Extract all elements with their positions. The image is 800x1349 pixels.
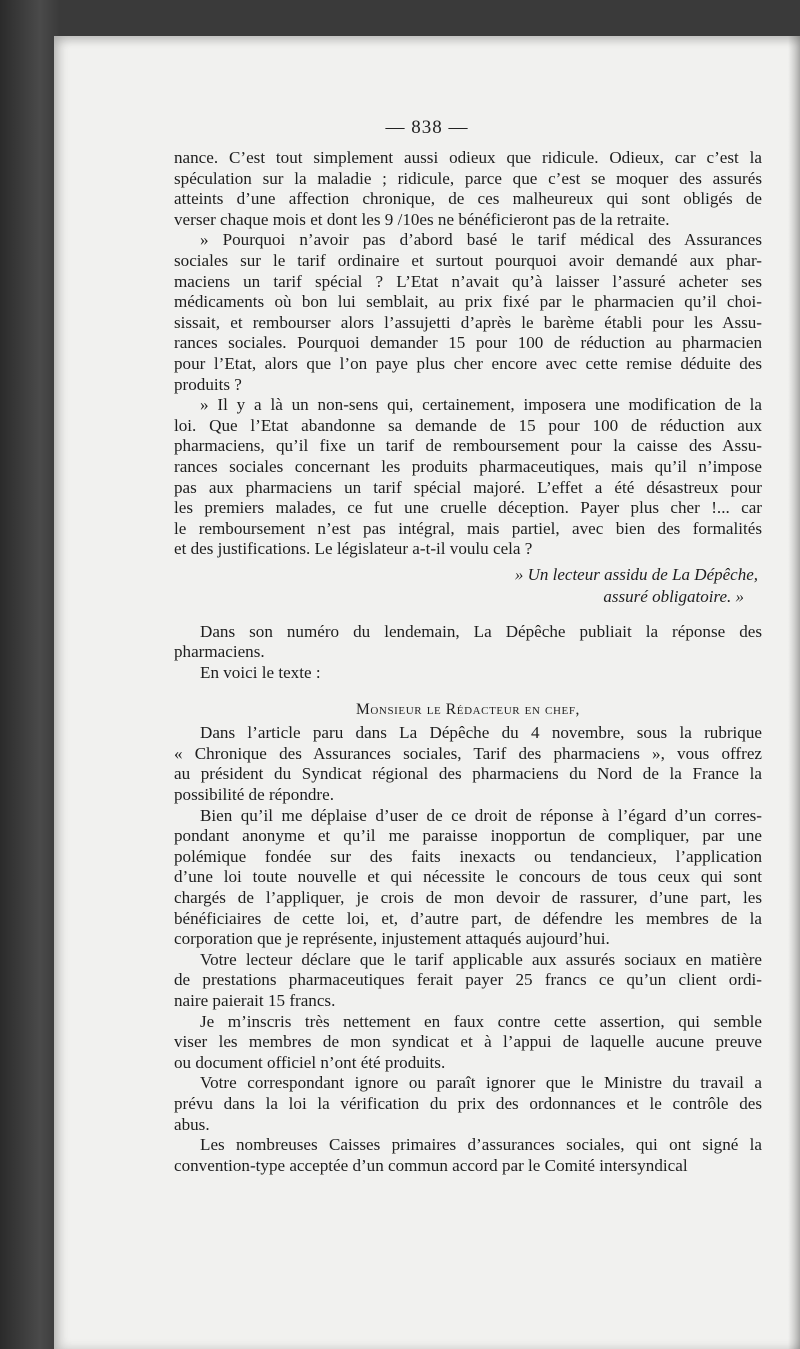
line: corporation que je représente, injustement attaqués aujourd’hui. [174, 929, 610, 949]
line: chargés de l’appliquer, je crois de mon devoir de rassurer, d’une part, les [174, 888, 762, 907]
line: au président du Syndicat régional des pharmaciens du Nord de la France la [174, 764, 762, 784]
line: Dans son numéro du lendemain, La Dépêche publiait la réponse des [200, 621, 762, 641]
line: Votre correspondant ignore ou paraît ignorer que le Ministre du travail a [200, 1073, 762, 1093]
line: produits ? [174, 374, 242, 394]
line: pharmaciens. [174, 642, 265, 662]
paragraph-9 [174, 1012, 762, 1074]
spacer [174, 608, 762, 622]
paragraph-6 [174, 723, 762, 805]
line: spéculation sur la maladie ; ridicule, parce que c’est se moquer des assurés [174, 168, 762, 188]
line: prévu dans la loi la vérification du prix des ordonnances et le contrôle des [174, 1093, 762, 1113]
line: pharmaciens, qu’il fixe un tarif de remboursement pour la caisse des Assu- [174, 436, 762, 456]
line: sissait, et rembourser alors l’assujetti d’après le barème établi pour les Assu- [174, 312, 762, 332]
line: « Chronique des Assurances sociales, Tarif des pharmaciens », vous offrez [174, 743, 762, 763]
line: Je m’inscris très nettement en faux contre cette assertion, qui semble [200, 1011, 762, 1031]
line: le remboursement n’est pas intégral, mais partiel, avec bien des formalités [174, 518, 762, 538]
line: maciens un tarif spécial ? L’Etat n’avait qu’à laisser l’assuré acheter ses [174, 271, 762, 291]
line: pour l’Etat, alors que l’on paye plus cher encore avec cette remise déduite des [174, 353, 762, 373]
line: rances sociales. Pourquoi demander 15 pour 100 de réduction au pharmacien [174, 333, 762, 353]
paragraph-1 [174, 148, 762, 230]
line: de prestations pharmaceutiques ferait payer 25 francs ce qu’un client ordi- [174, 970, 762, 990]
line: » Pourquoi n’avoir pas d’abord basé le tarif médical des Assurances [200, 230, 762, 250]
letter-heading: Monsieur le Rédacteur en chef, [355, 700, 581, 718]
line: Dans l’article paru dans La Dépêche du 4 novembre, sous la rubrique [200, 723, 762, 743]
line: atteints d’une affection chronique, de ces malheureux qui sont obligés de [174, 189, 762, 209]
line: possibilité de répondre. [174, 785, 334, 805]
paragraph-3 [174, 395, 762, 560]
line: naire paierait 15 francs. [174, 990, 336, 1010]
line: pondant anonyme et qu’il me paraisse inopportun de compliquer, par une [174, 826, 762, 846]
line: les premiers malades, ce fut une cruelle déception. Payer plus cher !... car [174, 498, 762, 518]
paragraph-2 [174, 230, 762, 395]
line: sociales sur le tarif ordinaire et surtout pourquoi avoir demandé aux phar- [174, 250, 762, 270]
signature-line-1: » Un lecteur assidu de La Dépêche, [514, 564, 758, 584]
line: Votre lecteur déclare que le tarif applicable aux assurés sociaux en matière [200, 949, 762, 969]
paragraph-8 [174, 950, 762, 1012]
paragraph-7 [174, 806, 762, 950]
line: médicaments où bon lui semblait, au prix fixé par le pharmacien qu’il choi- [174, 292, 762, 312]
line: verser chaque mois et dont les 9 /10es ne bénéficieront pas de la retraite. [174, 209, 670, 229]
letter-signature [174, 564, 758, 608]
line: abus. [174, 1114, 210, 1134]
line: et des justifications. Le législateur a-t-il voulu cela ? [174, 539, 533, 559]
body-text [174, 148, 762, 1176]
line: » Il y a là un non-sens qui, certainement, imposera une modification de la [200, 395, 762, 415]
line: bénéficiaires de cette loi, et, d’autre part, de défendre les membres de la [174, 908, 762, 928]
line: d’une loi toute nouvelle et qui nécessite le concours de tous ceux qui sont [174, 867, 762, 887]
document-page [54, 36, 800, 1349]
line: convention-type acceptée d’un commun accord par le Comité intersyndical [174, 1155, 688, 1175]
page-edge-shadow [788, 36, 800, 1349]
line: pas aux pharmaciens un tarif spécial majoré. L’effet a été désastreux pour [174, 477, 762, 497]
line: Bien qu’il me déplaise d’user de ce droit de réponse à l’égard d’un corres- [200, 805, 762, 825]
page-number: — 838 — [385, 117, 469, 138]
line: polémique fondée sur des faits inexacts ou tendancieux, l’application [174, 846, 762, 866]
line: Les nombreuses Caisses primaires d’assurances sociales, qui ont signé la [200, 1135, 762, 1155]
paragraph-11 [174, 1135, 762, 1176]
line: rances sociales concernant les produits pharmaceutiques, mais qu’il n’impose [174, 456, 762, 476]
line: loi. Que l’Etat abandonne sa demande de 15 pour 100 de réduction aux [174, 415, 762, 435]
paragraph-10 [174, 1073, 762, 1135]
line: ou document officiel n’ont été produits. [174, 1052, 446, 1072]
paragraph-5 [174, 663, 762, 684]
signature-line-2: assuré obligatoire. » [603, 586, 744, 606]
line: nance. C’est tout simplement aussi odieux que ridicule. Odieux, car c’est la [174, 148, 762, 167]
line: En voici le texte : [200, 663, 321, 683]
paragraph-4 [174, 622, 762, 663]
line: viser les membres de mon syndicat et à l’appui de laquelle aucune preuve [174, 1032, 762, 1052]
